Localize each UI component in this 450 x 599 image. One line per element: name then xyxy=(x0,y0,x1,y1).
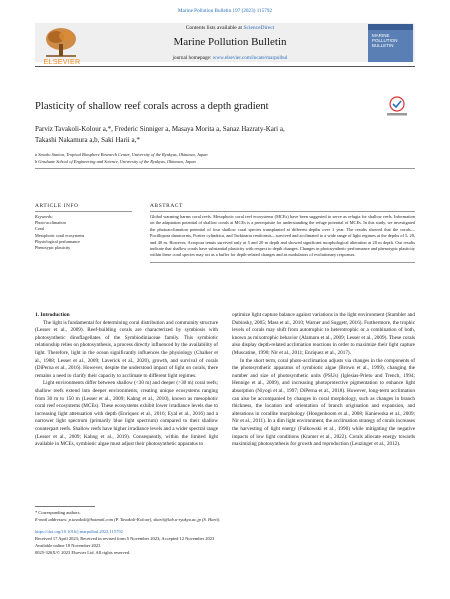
author-list xyxy=(35,124,365,145)
body-column-left xyxy=(35,312,218,449)
header-divider xyxy=(35,66,415,67)
doi-link[interactable]: https://doi.org/10.1016/j.marpolbul.2023.115792 xyxy=(35,529,123,534)
footnotes xyxy=(35,509,415,556)
abstract-heading: ABSTRACT xyxy=(150,203,183,209)
authors-line-2[interactable]: Takashi Nakamura a,b, Saki Harii a,* xyxy=(35,135,140,144)
paragraph: optimize light capture balance against variations in the light environment (Stambler and Dubinsky, 2005; Mass et al., 2010; Warner and Suggett, 2016). Furthermore, the trophic levels of corals may shift from autotrophic to heterotrophic or a combination of both, known as mixotrophic behavior (Alamaru et al., 2009; Lesser et al., 2009). These corals also display depth-related acclimation reactions in order to maximize their light capture (Muscatine, 1990; Nir et al., 2011; Enríquez et al., 2017). xyxy=(232,312,415,356)
body-column-right xyxy=(232,312,415,449)
email-addresses[interactable]: E-mail addresses: p.tavakoli@hotmail.com (P. Tavakoli-Kolour), sharii@lab.u-ryukyu.ac.jp (S. Harii). xyxy=(35,517,221,522)
sciencedirect-link[interactable]: ScienceDirect xyxy=(243,25,275,31)
received-dates: Received 17 April 2023; Received in revised form 5 November 2023; Accepted 12 November 2023 xyxy=(35,536,215,541)
journal-name: Marine Pollution Bulletin xyxy=(173,36,287,48)
footnote-rule xyxy=(35,506,95,507)
homepage-link[interactable]: www.elsevier.com/locate/marpolbul xyxy=(212,55,288,61)
abstract-text: Global warming harms coral reefs. Mesophotic coral reef ecosystems (MCEs) have been suggested to serve as refugia for shallow reefs. Information on the adaptation potential of shallow corals at MCEs is a prerequisite for understanding the refuge potential of MCEs. In this study, we investigated the photoacclimation potential of four shallow coral species transplanted at different depths over 1 year. The results showed that the corals—Pocillopora damicornis, Porites cylindrica, and Turbinaria reniformis—survived and acclimated to a wide range of light regimes at the depths of 5, 20, and 40 m. However, Acropora tenuis survived only at 5 and 20 m depth and showed significant morphological alteration at 20 m depth. Our results indicate that shallow corals have substantial plasticity with respect to depth changes. Changes in photosynthetic performance and phenotypic plasticity within these coral species may act as a buffer for depth-related changes and as modulators of evolutionary responses. xyxy=(150,214,415,258)
copyright-line: 0025-326X/© 2023 Elsevier Ltd. All rights reserved. xyxy=(35,550,131,555)
contents-line xyxy=(100,25,360,31)
journal-reference[interactable]: Marine Pollution Bulletin 197 (2023) 115792 xyxy=(177,8,273,14)
keywords-label: Keywords: xyxy=(35,214,53,219)
cover-title: MARINE POLLUTION BULLETIN xyxy=(372,33,398,48)
keyword-item: Photo-acclimation xyxy=(35,220,66,226)
keyword-item: Coral xyxy=(35,226,45,232)
contents-prefix: Contents lists available at xyxy=(185,25,244,31)
article-info-heading: ARTICLE INFO xyxy=(35,203,79,209)
paragraph: The light is fundamental for determining coral distribution and community structure (Lesser et al., 2009). Reef-building corals are characterized by symbiosis with photosynthetic dinoflagellates of the Symbiodiniaceae family. This symbiotic relationship relies on photosynthesis, a process directly influenced by the availability of light. Therefore, light in the ocean significantly influences the physiology (Chalker et al., 1988; Lesser et al., 2009; Laverick et al., 2020), growth, and survival of corals (DiPerna et al., 2016). However, despite the understood impact of light on corals, there remains a need to clarify their capacity to acclimate to different light regimes. xyxy=(35,319,218,379)
available-online: Available online 18 November 2023 xyxy=(35,543,101,548)
elsevier-tree-logo xyxy=(38,24,84,62)
section-heading-introduction: 1. Introduction xyxy=(35,312,70,318)
keyword-item: Phenotypic plasticity xyxy=(35,245,71,251)
abstract-rule xyxy=(150,211,415,212)
keyword-item: Physiological performance xyxy=(35,238,81,244)
journal-homepage xyxy=(100,55,360,61)
authors-line-1[interactable]: Parviz Tavakoli-Kolour a,*, Frederic Sinniger a, Masaya Morita a, Sanaz Hazraty-Kari a, xyxy=(35,125,285,133)
check-for-updates-icon[interactable] xyxy=(381,95,413,117)
affiliation-b: b Graduate School of Engineering and Science, University of the Ryukyus, Okinawa, Japan xyxy=(35,158,196,164)
article-info-rule xyxy=(35,211,132,212)
paragraph: In the short term, coral photo-acclimation adjusts via changes in the components of the photosynthetic apparatus of symbiotic algae (Brown et al., 1999), changing the number and size of photosynthetic units (PSUs) (Iglesias-Prieto and Trench, 1994; Hennige et al., 2009), and increasing photoprotective pigmentation to enhance light absorption (Niyogi et al., 1997; DiPerna et al., 2018). However, long-term acclimation can also be accompanied by changes in coral morphology, such as changes in branch thickness, the location and orientation of branch origination and expansion, and alterations in corallite morphology (Hoogenboom et al., 2008; Kaniewska et al., 2009; Nir et al., 2011). In a dim light environment, the acclimation strategy of corals increases the harvesting of light energy (Falkowski et al., 1990) while mitigating the negative impacts of low light conditions (Kramer et al., 2022). Corals allocate energy towards maximizing photosynthesis for growth and reproduction (Leuzinger et al., 2012). xyxy=(232,357,415,448)
affiliation-divider xyxy=(35,168,415,169)
corresponding-note: * Corresponding authors. xyxy=(35,510,81,515)
elsevier-wordmark: ELSEVIER xyxy=(43,59,81,66)
journal-cover xyxy=(368,24,413,62)
affiliations xyxy=(35,152,395,165)
keyword-item: Mesophotic coral ecosystems xyxy=(35,232,85,238)
homepage-prefix: journal homepage: xyxy=(172,55,213,61)
abstract-end-rule xyxy=(150,262,415,263)
paragraph: Light environments differ between shallow (<30 m) and deeper (>30 m) coral reefs; shallow reefs extend into deeper environments, creating unique ecosystems ranging from 30 m to 150 m (Lesser et al., 2009; Kahng et al., 2010), known as mesophotic coral reef ecosystems (MCEs). These ecosystems exhibit lower irradiance levels due to increasing light attenuation with depth (Enríquez et al., 2016; Eyal et al., 2016) and a narrower light spectrum (primarily blue light spectrum) compared to their shallow counterpart reefs. Shallow reefs have higher irradiance levels and a wider spectral range (Lesser et al., 2009; Kahng et al., 2019). Consequently, within the limited light available in MCEs, symbiotic algae must adjust their photosynthetic apparatus to xyxy=(35,380,218,448)
affiliation-a: a Sesoko Station, Tropical Biosphere Research Center, University of the Ryukyus, Okinawa, Japan xyxy=(35,152,208,157)
article-title: Plasticity of shallow reef corals across a depth gradient xyxy=(35,101,269,112)
keywords-block xyxy=(35,214,145,251)
